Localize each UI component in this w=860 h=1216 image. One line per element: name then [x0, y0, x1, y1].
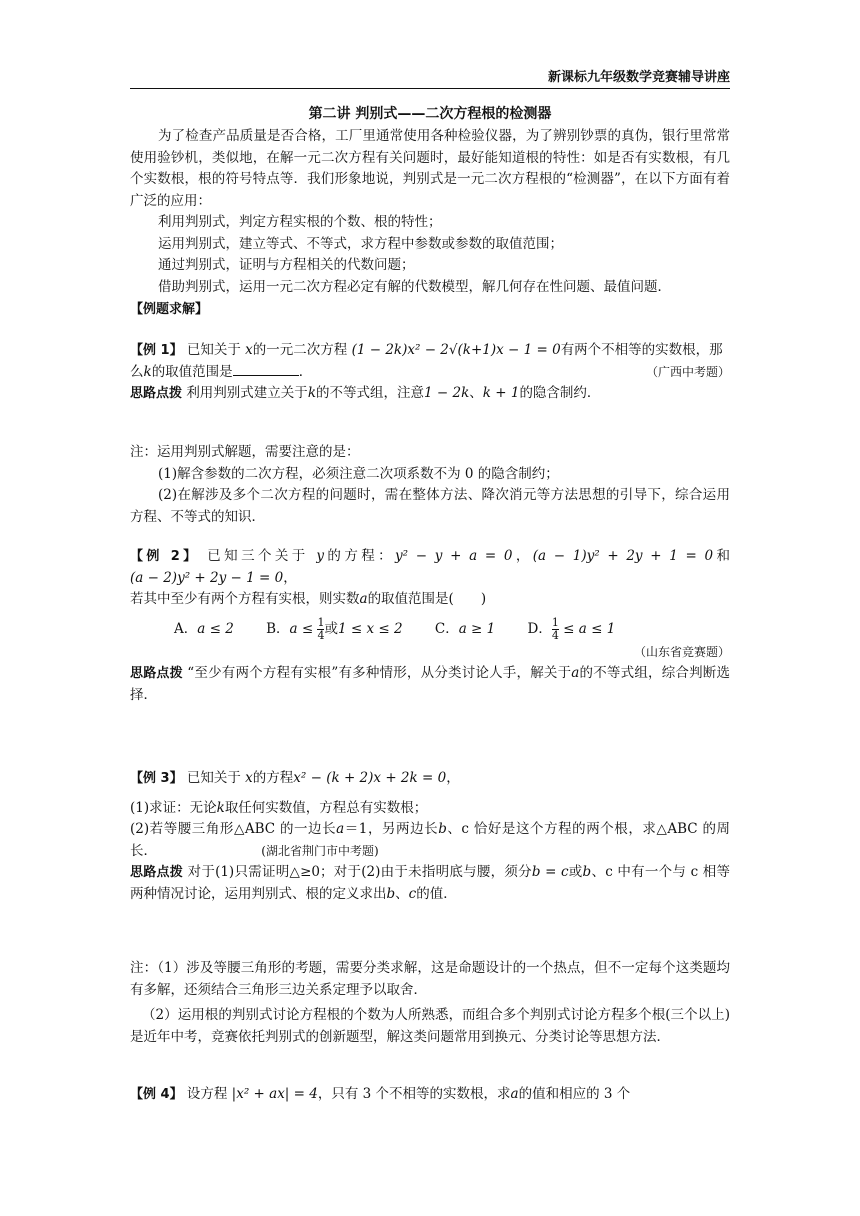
example-2-source: （山东省竞赛题） — [633, 644, 730, 659]
use-item: 运用判别式，建立等式、不等式，求方程中参数或参数的取值范围； — [158, 235, 563, 252]
example-2 — [130, 546, 730, 706]
example-1-tag: 【例 1】 — [130, 343, 183, 358]
note-1 — [130, 442, 730, 528]
option-d: D． $\frac{1}{4}$ ≤ a ≤ 1 — [527, 615, 616, 642]
header-rule — [130, 88, 730, 89]
example-4-tag: 【例 4】 — [130, 1087, 183, 1102]
example-1-line-2: 么k的取值范围是 ． （广西中考题） — [130, 362, 730, 384]
option-a: A．a ≤ 2 — [174, 620, 234, 637]
use-item: 借助判别式，运用一元二次方程必定有解的代数模型，解几何存在性问题、最值问题． — [158, 278, 671, 295]
running-header: 新课标九年级数学竞赛辅导讲座 — [547, 70, 730, 85]
uses-list — [130, 212, 758, 298]
example-2-hint: 思路点拨 “至少有两个方程有实根”有多种情形，从分类讨论人手，解关于a的不等式组，综合判断选择． — [130, 665, 730, 703]
use-item: 通过判别式，证明与方程相关的代数问题； — [158, 257, 415, 273]
option-c: C．a ≥ 1 — [434, 620, 496, 637]
use-item: 利用判别式，判定方程实根的个数、根的特性； — [158, 214, 442, 230]
lecture-title: 第二讲 判别式——二次方程根的检测器 — [308, 106, 552, 122]
section-heading: 【例题求解】 — [130, 302, 209, 317]
example-2-tag: 【例 2】 — [130, 549, 200, 564]
example-4-equation: |x² + ax| = 4 — [231, 1086, 318, 1102]
example-2-line-2: 若其中至少有两个方程有实根，则实数a的取值范围是( ) — [130, 591, 487, 607]
fraction: $\frac{1}{4}$ — [551, 615, 559, 642]
option-b: B．a ≤ $\frac{1}{4}$ 或1 ≤ x ≤ 2 — [266, 615, 403, 642]
example-3-hint: 思路点拨 对于(1)只需证明△≥0；对于(2)由于未指明底与腰，须分b = c或b、c 中有一个与 c 相等两种情况讨论，运用判别式、根的定义求出b、c的值． — [130, 864, 730, 902]
example-4: 【例 4】 设方程 |x² + ax| = 4，只有 3 个不相等的实数根，求a的值和相应的 3 个 — [130, 1086, 631, 1102]
example-3-part-1: (1)求证：无论k取任何实数值，方程总有实数根； — [130, 799, 428, 816]
hint-label: 思路点拨 — [130, 865, 184, 880]
note-1-point-2: (2)在解涉及多个二次方程的问题时，需在整体方法、降次消元等方法思想的引导下，综合运用方程、不等式的知识． — [130, 487, 730, 525]
hint-label: 思路点拨 — [130, 666, 183, 681]
example-1-source: （广西中考题） — [645, 364, 730, 379]
example-1-line-1: 【例 1】 已知关于 x的一元二次方程 (1 − 2k)x² − 2√(k+1)x − 1 = 0有两个不相等的实数根，那 — [130, 342, 723, 358]
example-1-hint: 思路点拨 利用判别式建立关于k的不等式组，注意1 − 2k、k + 1的隐含制约． — [130, 385, 601, 401]
example-3-equation: x² − (k + 2)x + 2k = 0 — [293, 770, 447, 786]
answer-blank — [233, 362, 299, 376]
example-2-options — [130, 617, 730, 642]
note-2-point-1: 注：（1）涉及等腰三角形的考题，需要分类求解，这是命题设计的一个热点，但不一定每个这类题均有多解，还须结合三角形三边关系定理予以取舍． — [130, 960, 730, 998]
document-page — [130, 0, 730, 1216]
example-3-tag: 【例 3】 — [130, 771, 183, 786]
example-3 — [130, 768, 730, 905]
example-3-part-2: (2)若等腰三角形△ABC 的一边长a＝1，另两边长b、c 恰好是这个方程的两个根，求△ABC 的周长． (湖北省荆门市中考题) — [130, 821, 731, 859]
note-1-lead: 注：运用判别式解题，需要注意的是： — [130, 444, 360, 460]
example-3-source: (湖北省荆门市中考题) — [261, 843, 379, 858]
example-1-equation: (1 − 2k)x² − 2√(k+1)x − 1 = 0 — [351, 342, 561, 358]
fraction: $\frac{1}{4}$ — [317, 615, 325, 642]
hint-label: 思路点拨 — [130, 386, 183, 401]
example-2-line-1: 【例 2】 已知三个关于 y的方程：y² − y + a = 0，(a − 1)y² + 2y + 1 = 0和(a − 2)y² + 2y − 1 = 0， — [130, 548, 731, 586]
note-2-point-2: （2）运用根的判别式讨论方程根的个数为人所熟悉，而组合多个判别式讨论方程多个根(三个以上)是近年中考，竞赛依托判别式的创新题型，解这类问题常用到换元、分类讨论等思想方法． — [130, 1007, 730, 1045]
note-2 — [130, 958, 730, 1048]
note-1-point-1: (1)解含参数的二次方程，必须注意二次项系数不为 0 的隐含制约； — [158, 465, 559, 482]
intro-paragraph: 为了检查产品质量是否合格，工厂里通常使用各种检验仪器，为了辨别钞票的真伪，银行里常常使用验钞机，类似地，在解一元二次方程有关问题时，最好能知道根的特性：如是否有实数根，有几个实数根，根的符号特点等．我们形象地说，判别式是一元二次方程根的“检测器”，在以下方面有着广泛的应用： — [130, 128, 730, 209]
example-1 — [130, 340, 730, 405]
example-3-line-1: 【例 3】 已知关于 x的方程x² − (k + 2)x + 2k = 0， — [130, 770, 460, 786]
